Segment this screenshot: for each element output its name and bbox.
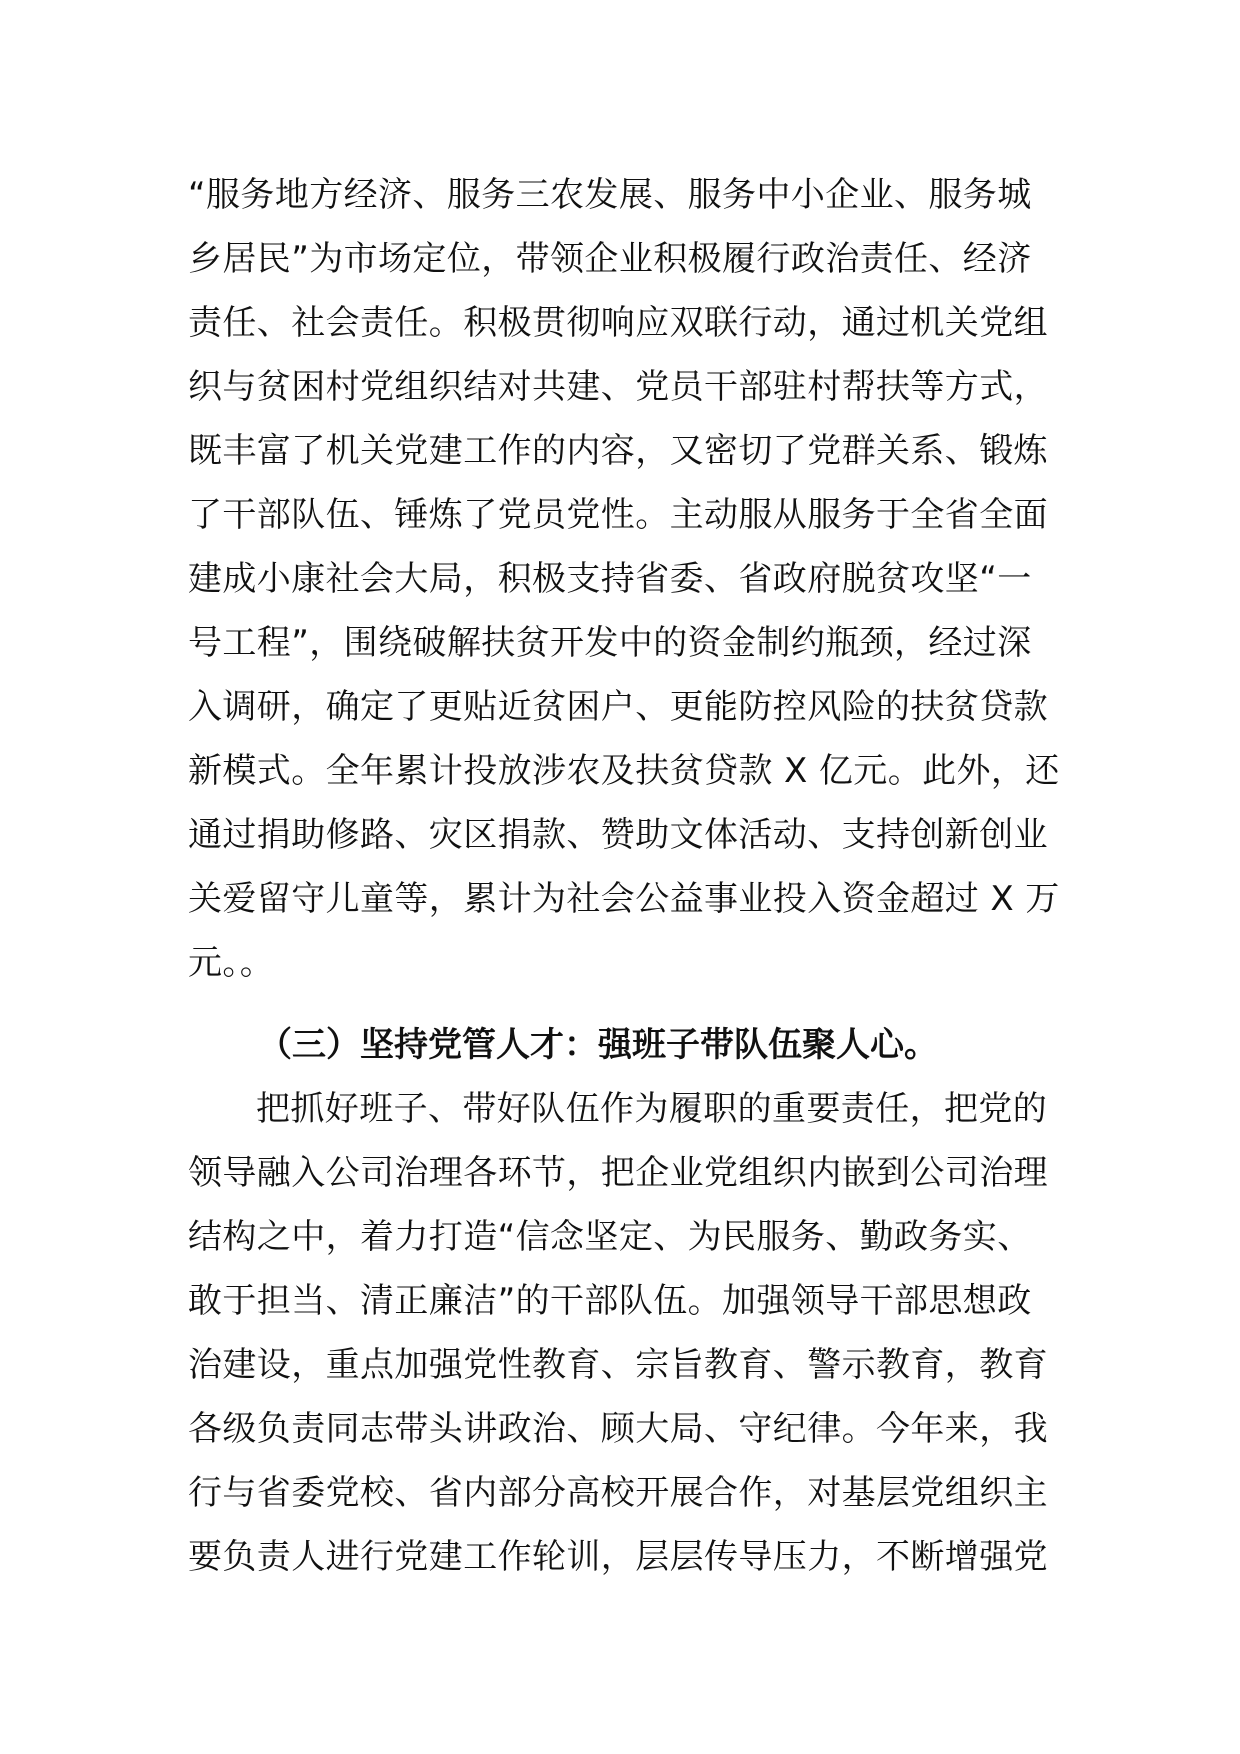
paragraph-line: 责任、社会责任。积极贯彻响应双联行动，通过机关党组 [188, 303, 1048, 343]
paragraph-first-line: 把抓好班子、带好队伍作为履职的重要责任，把党的 [256, 1089, 1048, 1129]
paragraph-1 [188, 163, 1058, 995]
paragraph-line: 治建设，重点加强党性教育、宗旨教育、警示教育，教育 [188, 1345, 1048, 1385]
paragraph-line: 号工程”，围绕破解扶贫开发中的资金制约瓶颈，经过深 [188, 623, 1032, 663]
paragraph-line: 乡居民”为市场定位，带领企业积极履行政治责任、经济 [188, 239, 1032, 279]
paragraph-line: 敢于担当、清正廉洁”的干部队伍。加强领导干部思想政 [188, 1281, 1032, 1321]
paragraph-line: 领导融入公司治理各环节，把企业党组织内嵌到公司治理 [188, 1153, 1048, 1193]
paragraph-line: 要负责人进行党建工作轮训，层层传导压力，不断增强党 [188, 1537, 1048, 1577]
paragraph-line: 织与贫困村党组织结对共建、党员干部驻村帮扶等方式， [188, 367, 1048, 407]
paragraph-2 [188, 1077, 1058, 1589]
paragraph-line: 通过捐助修路、灾区捐款、赞助文体活动、支持创新创业 [188, 815, 1048, 855]
paragraph-line: 了干部队伍、锤炼了党员党性。主动服从服务于全省全面 [188, 495, 1048, 535]
paragraph-line: 结构之中，着力打造“信念坚定、为民服务、勤政务实、 [188, 1217, 1032, 1257]
paragraph-line: 关爱留守儿童等，累计为社会公益事业投入资金超过 X 万 [188, 879, 1060, 919]
paragraph-line: 既丰富了机关党建工作的内容，又密切了党群关系、锻炼 [188, 431, 1048, 471]
paragraph-line: 各级负责同志带头讲政治、顾大局、守纪律。今年来，我 [188, 1409, 1048, 1449]
paragraph-line: 新模式。全年累计投放涉农及扶贫贷款 X 亿元。此外，还 [188, 751, 1060, 791]
section-heading: （三）坚持党管人才：强班子带队伍聚人心。 [258, 1025, 938, 1065]
paragraph-line: 入调研，确定了更贴近贫困户、更能防控风险的扶贫贷款 [188, 687, 1048, 727]
paragraph-line: “服务地方经济、服务三农发展、服务中小企业、服务城 [188, 175, 1032, 215]
paragraph-line: 元。。 [188, 943, 275, 983]
paragraph-line: 建成小康社会大局，积极支持省委、省政府脱贫攻坚“一 [188, 559, 1032, 599]
paragraph-line: 行与省委党校、省内部分高校开展合作，对基层党组织主 [188, 1473, 1048, 1513]
